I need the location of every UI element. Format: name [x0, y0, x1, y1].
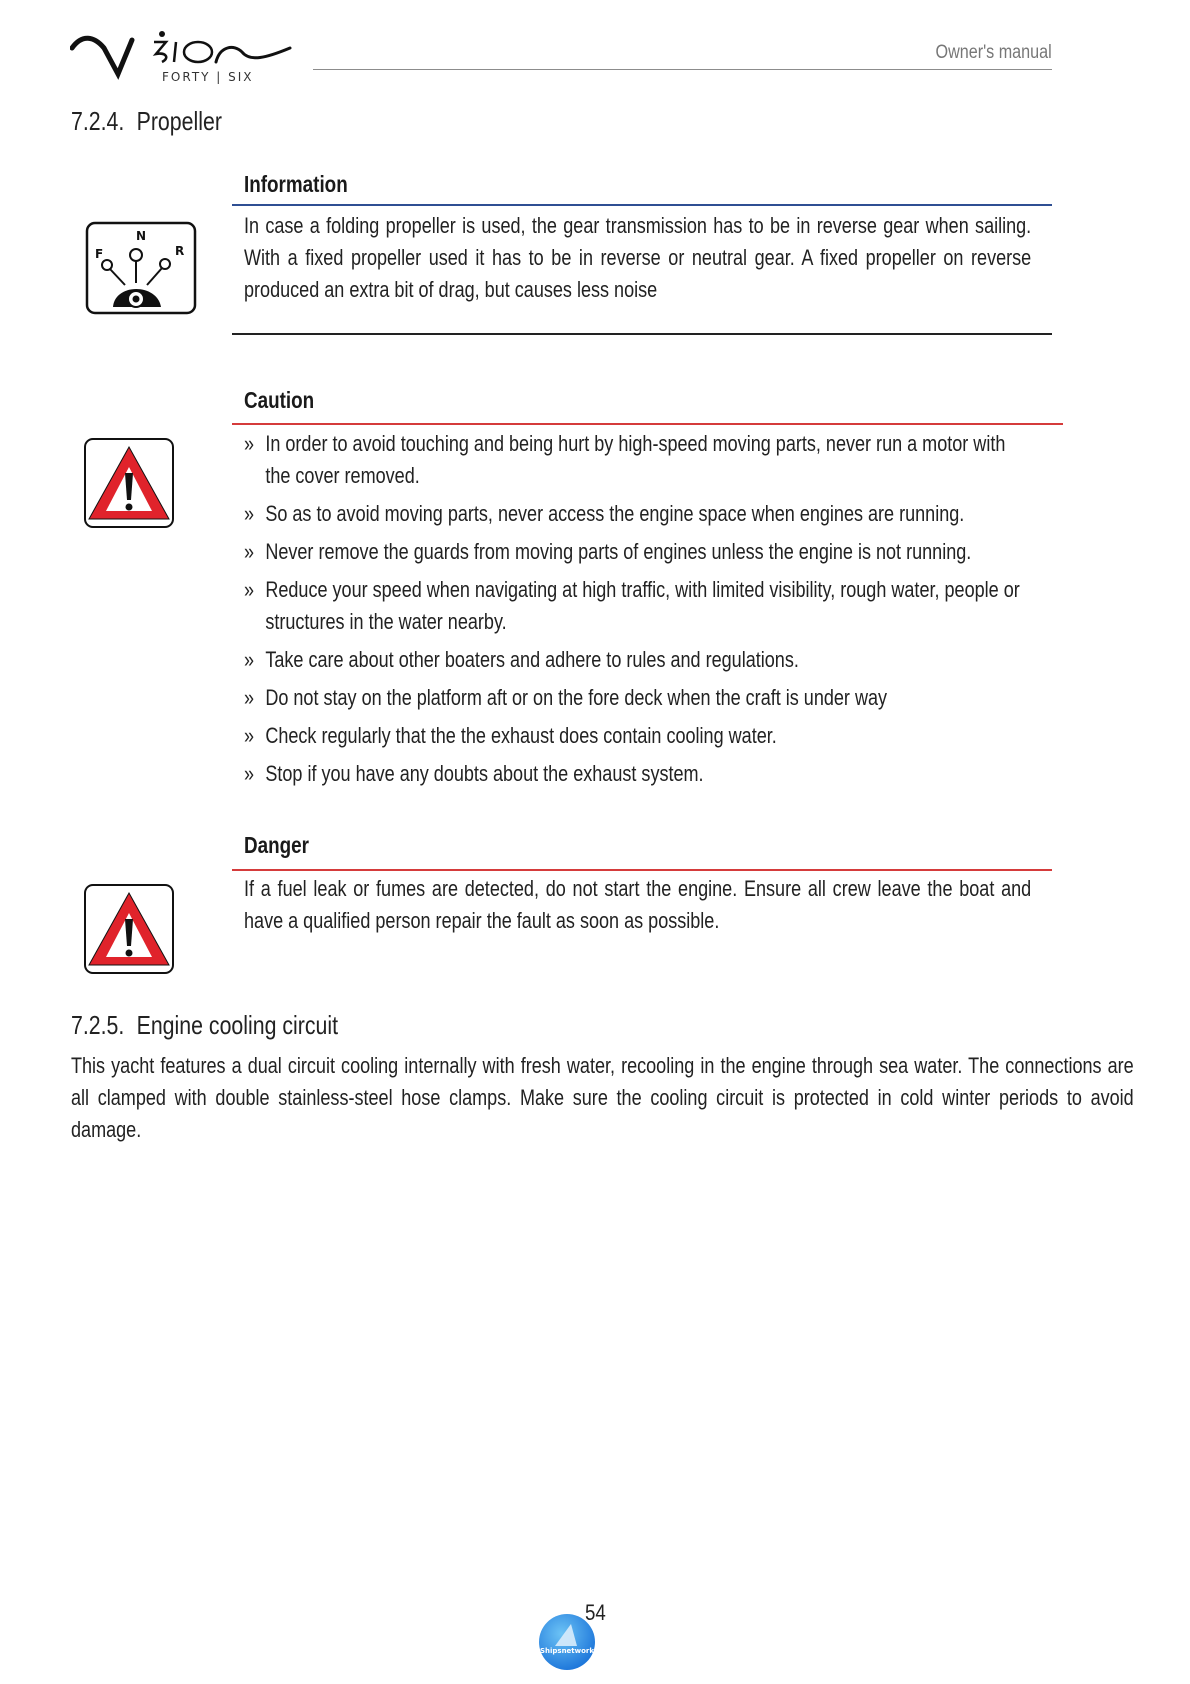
bullet-mark: »	[244, 577, 255, 602]
caution-item: » So as to avoid moving parts, never access the engine space when engines are running.	[244, 498, 1031, 530]
section-heading-propeller	[71, 106, 222, 137]
caution-item: » Do not stay on the platform aft or on the fore deck when the craft is under way	[244, 682, 1031, 714]
danger-title: Danger	[244, 832, 309, 858]
page-number: 54	[585, 1600, 606, 1625]
icon-label-r: R	[175, 244, 185, 258]
caution-item: » Take care about other boaters and adhere to rules and regulations.	[244, 644, 1031, 676]
bullet-mark: »	[244, 539, 255, 564]
section-number: 7.2.4.	[71, 106, 125, 136]
information-text	[244, 210, 1031, 306]
bullet-mark: »	[244, 723, 255, 748]
icon-label-n: N	[136, 229, 147, 243]
header-title: Owner's manual	[935, 42, 1052, 63]
vision-logo	[70, 28, 320, 88]
caution-item: » Check regularly that the the exhaust does contain cooling water.	[244, 720, 1031, 752]
section-title: Engine cooling circuit	[136, 1010, 339, 1040]
bullet-mark: »	[244, 501, 255, 526]
bullet-mark: »	[244, 431, 255, 456]
caution-item: » Reduce your speed when navigating at high traffic, with limited visibility, rough water, people or structures in the water nearby.	[244, 574, 1031, 638]
danger-warning-icon	[83, 883, 175, 980]
brand-subtitle: FORTY | SIX	[162, 70, 254, 84]
icon-label-f: F	[95, 247, 104, 261]
gear-lever-icon	[85, 221, 197, 320]
section-heading-engine-cooling	[71, 1010, 338, 1041]
information-paragraph: In case a folding propeller is used, the gear transmission has to be in reverse gear when sailing. With a fixed propeller used it has to be in reverse or neutral gear. A fixed propeller on reverse produced an extra bit of drag, but causes less noise	[244, 213, 1032, 302]
danger-text	[244, 873, 1031, 937]
header-divider	[313, 69, 1052, 70]
caution-item: » Stop if you have any doubts about the exhaust system.	[244, 758, 1031, 790]
information-bottom-rule	[232, 333, 1052, 335]
information-title: Information	[244, 171, 348, 197]
caution-list	[244, 428, 1031, 796]
information-top-rule	[232, 204, 1052, 206]
caution-rule	[232, 423, 1063, 425]
engine-cooling-text	[71, 1050, 1134, 1146]
caution-title: Caution	[244, 387, 315, 413]
section-title: Propeller	[136, 106, 222, 136]
bullet-mark: »	[244, 647, 255, 672]
bullet-mark: »	[244, 685, 255, 710]
bullet-mark: »	[244, 761, 255, 786]
danger-rule	[232, 869, 1052, 871]
engine-cooling-paragraph: This yacht features a dual circuit cooling internally with fresh water, recooling in the engine through sea water. The connections are all clamped with double stainless-steel hose clamps. Make sure the cooling circuit is protected in cold winter periods to avoid damage.	[71, 1053, 1134, 1142]
caution-item: » In order to avoid touching and being hurt by high-speed moving parts, never run a motor with the cover removed.	[244, 428, 1031, 492]
caution-item: » Never remove the guards from moving parts of engines unless the engine is not running.	[244, 536, 1031, 568]
danger-paragraph: If a fuel leak or fumes are detected, do not start the engine. Ensure all crew leave the boat and have a qualified person repair the fault as soon as possible.	[244, 876, 1032, 933]
watermark-text: Shipsnetwork	[539, 1647, 595, 1655]
shipsnetwork-watermark	[537, 1612, 597, 1672]
section-number: 7.2.5.	[71, 1010, 125, 1040]
caution-warning-icon	[83, 437, 175, 534]
